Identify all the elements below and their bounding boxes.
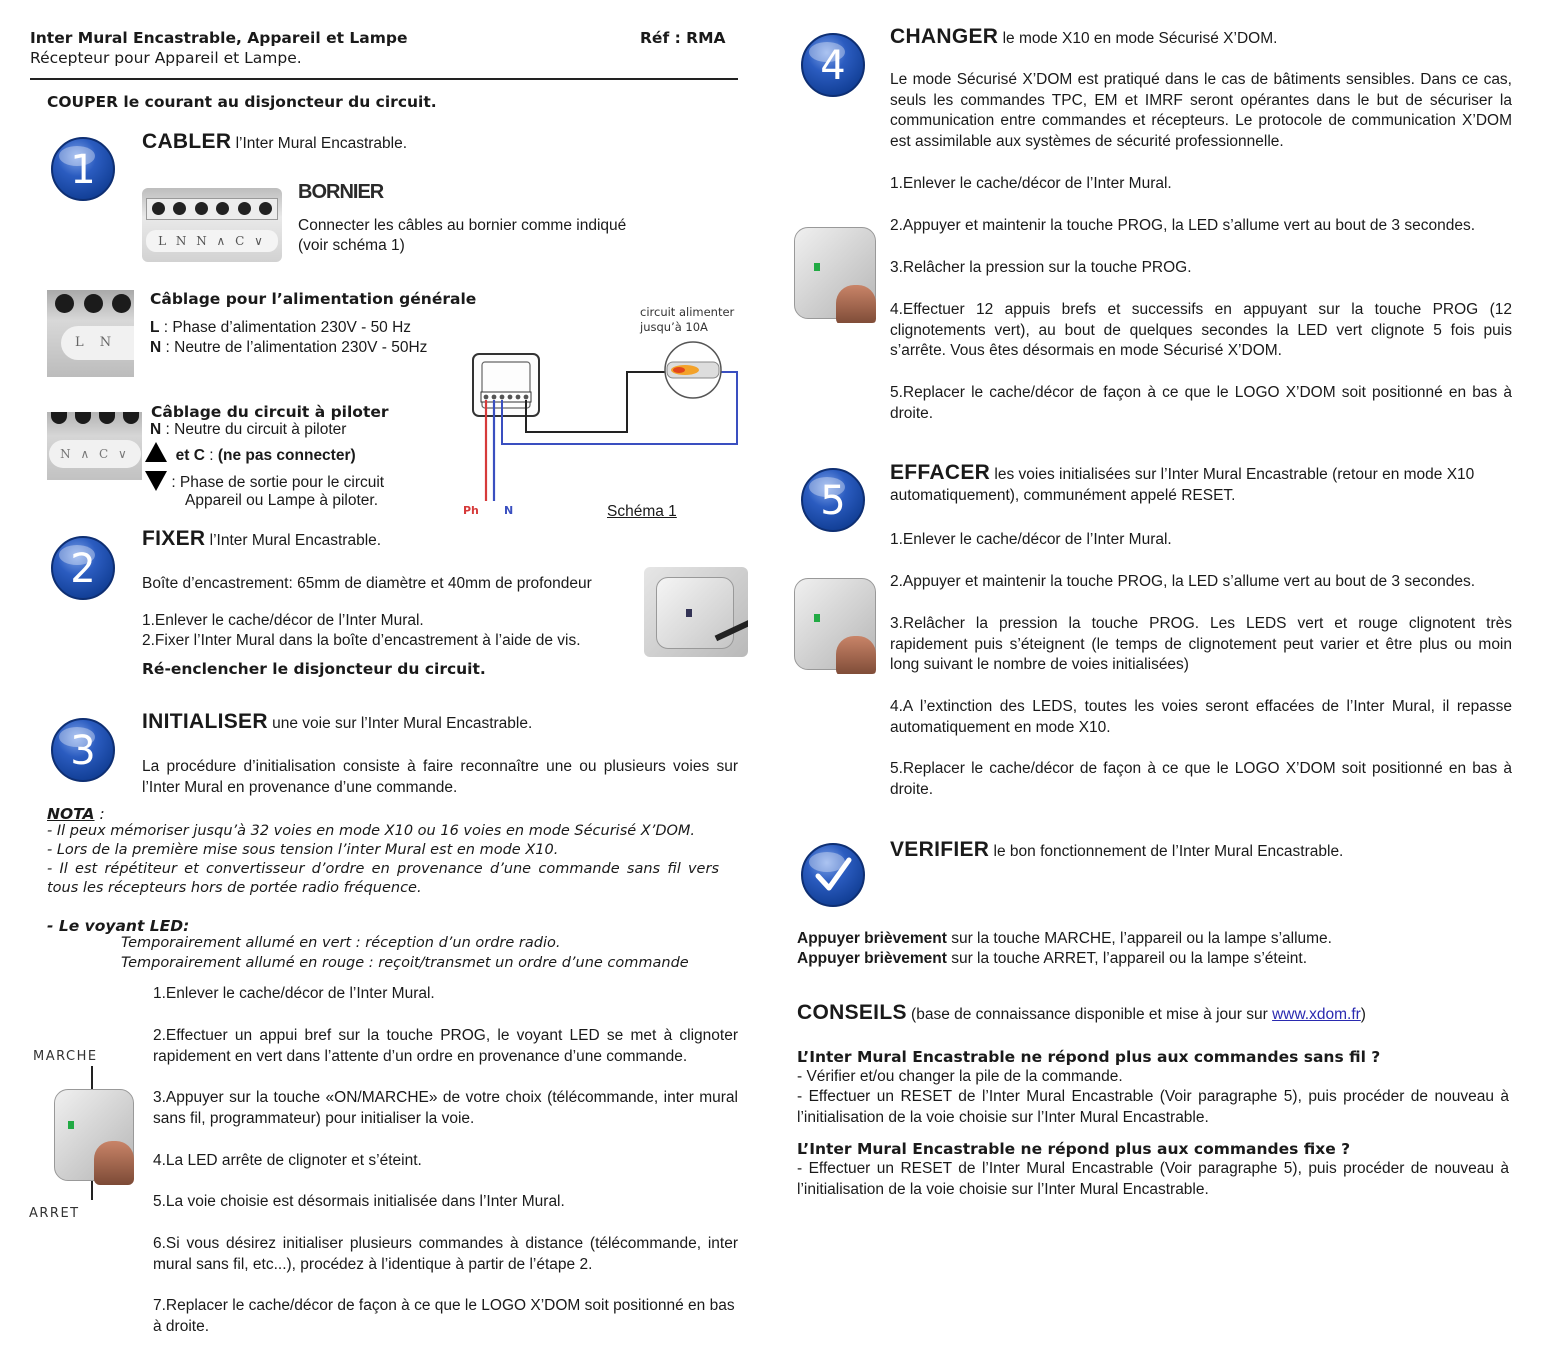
step-3-badge [50, 717, 116, 783]
alim-title: Câblage pour l’alimentation générale [150, 290, 477, 308]
alim-photo [47, 290, 134, 377]
alim-n-key: N [150, 339, 162, 356]
step-5-number: 5 [820, 478, 846, 524]
step-3-s2: 2.Effectuer un appui bref sur la touche PROG, le voyant LED se met à clignoter rapidement en vert dans l’attente d’un ordre en provenance d’une commande. [153, 1027, 738, 1065]
nota-label: NOTA [47, 805, 95, 823]
step-3-s5: 5.La voie choisie est désormais initialisée dans l’Inter Mural. [153, 1193, 565, 1210]
conseils-q1-a: - Vérifier et/ou changer la pile de la commande. [797, 1068, 1123, 1085]
verifier-rest: le bon fonctionnement de l’Inter Mural Encastrable. [989, 843, 1344, 860]
step-3-photo [52, 1085, 136, 1185]
step-5-s1: 1.Enlever le cache/décor de l’Inter Mural. [890, 531, 1172, 548]
step-4-intro: Le mode Sécurisé X’DOM est pratiqué dans le cas de bâtiments sensibles. Dans ce cas, seuls les commandes TPC, EM et IMRF seront opérantes dans le but de sécuriser la communication entre commandes et récepteurs. Le protocole de communication X’DOM est assimilable aux systèmes de sécurité professionnelle. [890, 71, 1512, 150]
triangle-up-icon [145, 442, 167, 462]
step-4-s3: 3.Relâcher la pression sur la touche PROG. [890, 259, 1192, 276]
diagram-note-1: circuit alimenter [640, 305, 735, 319]
step-4-s2: 2.Appuyer et maintenir la touche PROG, la LED s’allume vert au bout de 3 secondes. [890, 217, 1476, 234]
step-1-number: 1 [70, 147, 96, 193]
marche-label: MARCHE [33, 1049, 98, 1064]
step-1-heading [142, 132, 407, 154]
step-2-reenclencher: Ré-enclencher le disjoncteur du circuit. [142, 660, 486, 678]
alim-n-text: : Neutre de l’alimentation 230V - 50Hz [161, 339, 428, 356]
verifier-line-2 [797, 949, 1307, 970]
couper-text: COUPER le courant au disjoncteur du circuit. [47, 93, 437, 111]
pilot-n-line [150, 420, 346, 441]
nota-line [47, 804, 105, 824]
step-5-s4: 4.A l’extinction des LEDS, toutes les voies seront effacées de l’Inter Mural, il repasse automatiquement en mode X10. [890, 698, 1512, 736]
step-3-s6: 6.Si vous désirez initialiser plusieurs commandes à distance (télécommande, inter mural sans fil, etc...), procédez à l’identique à partir de l’étape 2. [153, 1235, 738, 1273]
step-2-photo [644, 567, 748, 657]
pilot-title: Câblage du circuit à piloter [151, 403, 389, 421]
conseils-q1: L’Inter Mural Encastrable ne répond plus aux commandes sans fil ? [797, 1048, 1381, 1066]
step-3-number: 3 [70, 728, 96, 774]
step-4-number: 4 [820, 43, 846, 89]
verifier-a1-bold: Appuyer brièvement [797, 930, 947, 947]
bornier-text-2: (voir schéma 1) [298, 237, 405, 254]
step-4-s4: 4.Effectuer 12 appuis brefs et successifs en appuyant sur la touche PROG (12 clignotements vert), au bout de quelques secondes la LED vert clignote 5 fois puis s’arrête. Vous êtes désormais en mode Sécurisé X’DOM. [890, 301, 1512, 359]
verifier-line-1 [797, 929, 1332, 950]
step-1-rest: l’Inter Mural Encastrable. [231, 135, 408, 152]
diagram-n-label: N [504, 504, 514, 517]
step-3-s1: 1.Enlever le cache/décor de l’Inter Mural. [153, 985, 435, 1002]
step-1-verb: CABLER [142, 130, 232, 153]
diagram-ph-label: Ph [463, 504, 479, 517]
alim-n-line [150, 338, 427, 359]
pilot-photo [47, 412, 142, 480]
alim-l-key: L [150, 319, 160, 336]
wire-output [526, 372, 665, 432]
pilot-c-key: et C [175, 447, 205, 464]
conseils-q1-b: - Effectuer un RESET de l’Inter Mural Encastrable (Voir paragraphe 5), puis procéder de nouveau à l’initialisation de la voie choisie sur l’Inter Mural Encastrable. [797, 1088, 1509, 1126]
step-5-heading [890, 462, 1512, 506]
diagram-note-2: jusqu’à 10A [640, 320, 708, 334]
step-4-photo [792, 223, 878, 323]
step-3-rest: une voie sur l’Inter Mural Encastrable. [267, 715, 533, 732]
verifier-heading [890, 840, 1343, 862]
verifier-verb: VERIFIER [890, 838, 990, 861]
step-5-photo [792, 574, 878, 674]
arret-label: ARRET [29, 1206, 80, 1221]
step-5-s3: 3.Relâcher la pression la touche PROG. Les LEDS vert et rouge clignotent très rapidement puis s’éteignent (le temps de clignotement peut varier et être plus ou moin long suivant le nombre de voies initialisées) [890, 615, 1512, 673]
nota-2: - Lors de la première mise sous tension l’inter Mural est en mode X10. [47, 842, 559, 858]
triangle-down-icon [145, 471, 167, 491]
pilot-out-2: Appareil ou Lampe à piloter. [185, 492, 379, 509]
step-2-rest: l’Inter Mural Encastrable. [205, 532, 382, 549]
doc-ref: Réf : RMA [640, 29, 726, 47]
step-2-s2: 2.Fixer l’Inter Mural dans la boîte d’encastrement à l’aide de vis. [142, 632, 581, 649]
led-green: Temporairement allumé en vert : réception d’un ordre radio. [121, 935, 561, 951]
step-3-s7: 7.Replacer le cache/décor de façon à ce que le LOGO X’DOM soit positionné en bas à droite. [153, 1297, 735, 1335]
step-2-badge [50, 535, 116, 601]
pilot-c-bold: (ne pas connecter) [217, 447, 356, 464]
step-4-s5: 5.Replacer le cache/décor de façon à ce que le LOGO X’DOM soit positionné en bas à droite. [890, 384, 1512, 422]
conseils-rest: (base de connaissance disponible et mise à jour sur [906, 1006, 1273, 1023]
pilot-c-sep: : [204, 447, 218, 464]
step-2-verb: FIXER [142, 527, 206, 550]
bornier-title: BORNIER [298, 181, 384, 203]
pilot-c-line [145, 442, 356, 467]
bornier-labels: L N N ∧ C ∨ [146, 230, 278, 252]
step-2-number: 2 [70, 546, 96, 592]
verifier-a2-bold: Appuyer brièvement [797, 950, 947, 967]
conseils-title: CONSEILS [797, 1001, 907, 1024]
pilot-n-text: : Neutre du circuit à piloter [161, 421, 347, 438]
bornier-text-1: Connecter les câbles au bornier comme indiqué [298, 217, 627, 234]
step-5-badge [800, 467, 866, 533]
doc-title: Inter Mural Encastrable, Appareil et Lampe [30, 29, 408, 47]
step-3-s4: 4.La LED arrête de clignoter et s’éteint. [153, 1152, 422, 1169]
header-rule [30, 78, 738, 80]
step-3-intro: La procédure d’initialisation consiste à faire reconnaître une ou plusieurs voies sur l’Inter Mural en provenance d’une commande. [142, 758, 738, 796]
step-1-badge [50, 136, 116, 202]
alim-photo-labels: L N [61, 326, 134, 360]
led-red: Temporairement allumé en rouge : reçoit/transmet un ordre d’une commande [121, 955, 689, 971]
pilot-n-key: N [150, 421, 162, 438]
conseils-heading [797, 1003, 1366, 1025]
alim-l-line [150, 318, 411, 339]
step-2-s1: 1.Enlever le cache/décor de l’Inter Mural. [142, 612, 424, 629]
conseils-close: ) [1360, 1006, 1366, 1023]
step-4-rest: le mode X10 en mode Sécurisé X’DOM. [998, 30, 1278, 47]
led-title: - Le voyant LED: [47, 917, 190, 935]
pilot-out-1: : Phase de sortie pour le circuit [171, 474, 385, 491]
step-4-badge [800, 32, 866, 98]
diagram-note [640, 305, 734, 335]
nota-1: - Il peux mémoriser jusqu’à 32 voies en mode X10 ou 16 voies en mode Sécurisé X’DOM. [47, 823, 696, 839]
step-3-heading [142, 712, 532, 734]
conseils-q2-a: - Effectuer un RESET de l’Inter Mural Encastrable (Voir paragraphe 5), puis procéder de nouveau à l’initialisation de la voie choisie sur l’Inter Mural Encastrable. [797, 1160, 1509, 1198]
step-2-boite: Boîte d’encastrement: 65mm de diamètre et 40mm de profondeur [142, 575, 592, 592]
check-badge-icon [800, 842, 866, 908]
alim-l-text: : Phase d’alimentation 230V - 50 Hz [159, 319, 412, 336]
verifier-a1: sur la touche MARCHE, l’appareil ou la lampe s’allume. [946, 930, 1332, 947]
schema-label: Schéma 1 [607, 503, 677, 520]
step-5-s2: 2.Appuyer et maintenir la touche PROG, la LED s’allume vert au bout de 3 secondes. [890, 573, 1476, 590]
step-5-s5: 5.Replacer le cache/décor de façon à ce que le LOGO X’DOM soit positionné en bas à droite. [890, 760, 1512, 798]
step-5-verb: EFFACER [890, 461, 991, 484]
step-3-s3: 3.Appuyer sur la touche «ON/MARCHE» de votre choix (télécommande, inter mural sans fil, programmateur) pour initialiser la voie. [153, 1089, 738, 1127]
step-5-rest: les voies initialisées sur l’Inter Mural Encastrable (retour en mode X10 automatiquement), communément appelé RESET. [890, 466, 1475, 504]
bornier-photo [142, 188, 282, 262]
xdom-link[interactable]: www.xdom.fr [1272, 1006, 1361, 1023]
verifier-a2: sur la touche ARRET, l’appareil ou la lampe s’éteint. [946, 950, 1308, 967]
doc-subtitle: Récepteur pour Appareil et Lampe. [30, 49, 302, 67]
step-4-heading [890, 27, 1277, 49]
pilot-photo-labels: N ∧ C ∨ [49, 440, 141, 468]
conseils-q2: L’Inter Mural Encastrable ne répond plus aux commandes fixe ? [797, 1140, 1351, 1158]
step-2-heading [142, 529, 381, 551]
step-4-verb: CHANGER [890, 25, 999, 48]
step-4-s1: 1.Enlever le cache/décor de l’Inter Mural. [890, 175, 1172, 192]
nota-colon: : [94, 805, 105, 823]
step-3-verb: INITIALISER [142, 710, 268, 733]
nota-3: - Il est répétiteur et convertisseur d’ordre en provenance d’une commande sans fil vers tous les récepteurs hors de portée radio fréquence. [47, 861, 719, 896]
